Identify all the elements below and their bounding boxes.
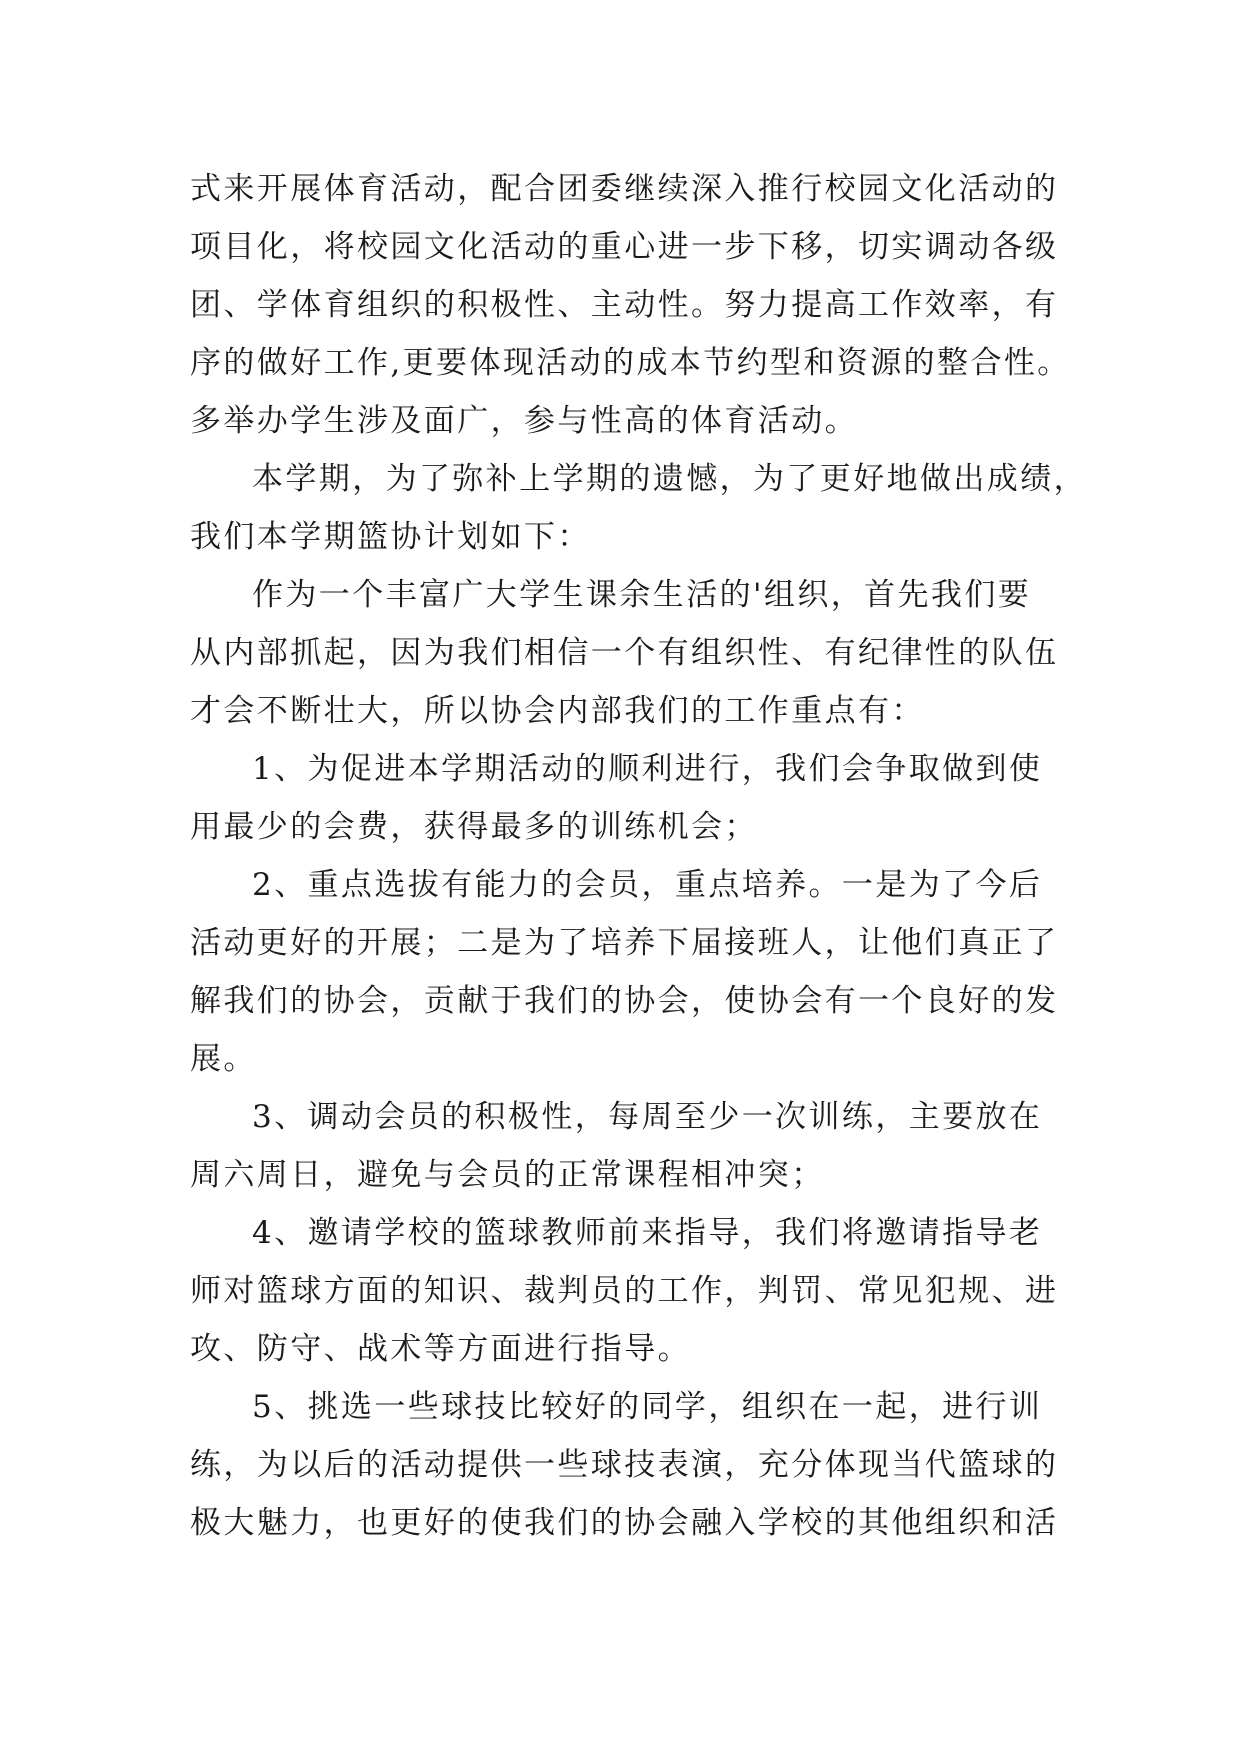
text-line: 团、学体育组织的积极性、主动性。努力提高工作效率，有 [190,287,1059,323]
text-line: 极大魅力，也更好的使我们的协会融入学校的其他组织和活 [190,1505,1059,1541]
list-item-first-line: 2、重点选拔有能力的会员，重点培养。一是为了今后 [252,867,1043,903]
text-line: 解我们的协会，贡献于我们的协会，使协会有一个良好的发 [190,983,1059,1019]
text-line: 多举办学生涉及面广，参与性高的体育活动。 [190,403,858,439]
text-line: 式来开展体育活动，配合团委继续深入推行校园文化活动的 [190,171,1059,207]
paragraph-first-line: 作为一个丰富广大学生课余生活的'组织，首先我们要 [252,577,1032,613]
text-line: 攻、防守、战术等方面进行指导。 [190,1331,691,1367]
text-line: 我们本学期篮协计划如下： [190,519,591,555]
text-line: 师对篮球方面的知识、裁判员的工作，判罚、常见犯规、进 [190,1273,1059,1309]
text-line: 周六周日，避免与会员的正常课程相冲突； [190,1157,825,1193]
text-line: 才会不断壮大，所以协会内部我们的工作重点有： [190,693,925,729]
list-item-first-line: 1、为促进本学期活动的顺利进行，我们会争取做到使 [252,751,1043,787]
text-line: 活动更好的开展；二是为了培养下届接班人，让他们真正了 [190,925,1059,961]
text-line: 展。 [190,1041,257,1077]
text-line: 序的做好工作,更要体现活动的成本节约型和资源的整合性。 [190,345,1071,381]
document-body [190,160,1087,1552]
text-line: 用最少的会费，获得最多的训练机会； [190,809,758,845]
text-line: 练，为以后的活动提供一些球技表演，充分体现当代篮球的 [190,1447,1059,1483]
paragraph-first-line: 本学期，为了弥补上学期的遗憾，为了更好地做出成绩， [252,461,1087,497]
list-item-first-line: 5、挑选一些球技比较好的同学，组织在一起，进行训 [252,1389,1043,1425]
text-line: 项目化，将校园文化活动的重心进一步下移，切实调动各级 [190,229,1059,265]
text-line: 从内部抓起，因为我们相信一个有组织性、有纪律性的队伍 [190,635,1059,671]
list-item-first-line: 3、调动会员的积极性，每周至少一次训练，主要放在 [252,1099,1043,1135]
list-item-first-line: 4、邀请学校的篮球教师前来指导，我们将邀请指导老 [252,1215,1043,1251]
